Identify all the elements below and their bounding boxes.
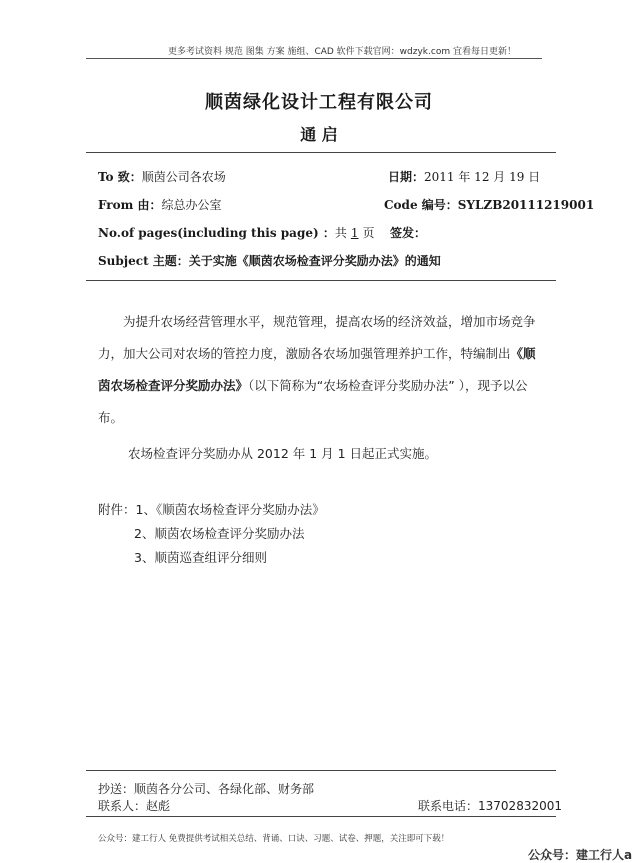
- pages-field: [98, 224, 375, 241]
- footer-divider-bottom: [86, 816, 556, 817]
- sign-label: 签发：: [390, 226, 427, 240]
- code-label: Code 编号：: [384, 198, 458, 212]
- pages-suffix: 页: [362, 226, 375, 240]
- company-name: 顺茵绿化设计工程有限公司: [205, 92, 433, 113]
- to-value: 顺茵公司各农场: [141, 170, 226, 184]
- cc-label: 抄送：: [98, 782, 135, 796]
- pages-label: No.of pages(including this page) ：: [98, 226, 335, 240]
- meta-divider: [86, 280, 556, 281]
- code-field: [384, 196, 594, 213]
- phone-label: 联系电话：: [418, 799, 479, 813]
- header-note: 更多考试资料 规范 图集 方案 施组、CAD 软件下载官网：wdzyk.com 宜看每日更新！: [168, 47, 516, 57]
- date-value: 2011 年 12 月 19 日: [424, 170, 541, 184]
- body-paragraph-2: 农场检查评分奖励办从 2012 年 1 月 1 日起正式实施。: [128, 446, 438, 461]
- bottom-note: 公众号：建工行人 免费提供考试相关总结、背诵、口诀、习题、试卷、押题，关注即可下载！: [98, 834, 450, 844]
- attachment-item: 3、顺茵巡查组评分细则: [134, 550, 267, 565]
- date-field: [388, 168, 540, 185]
- code-value: SYLZB20111219001: [457, 198, 595, 212]
- subject-value: 关于实施《顺茵农场检查评分奖励办法》的通知: [188, 254, 441, 268]
- contact-value: 赵彪: [146, 799, 171, 813]
- contact-field: [98, 797, 170, 814]
- footer-divider-top: [86, 770, 556, 771]
- header-divider: [86, 58, 542, 59]
- title-divider: [86, 152, 556, 153]
- cc-value: 顺茵各分公司、各绿化部、财务部: [134, 782, 315, 796]
- p1-title: 《顺茵农场检查评分奖励办法》: [98, 346, 536, 393]
- subject-field: [98, 252, 441, 269]
- attachments-label: 附件：: [98, 502, 136, 517]
- to-label: To 致：: [98, 170, 142, 184]
- attachment-item: 2、顺茵农场检查评分奖励办法: [134, 526, 305, 541]
- document-type: 通 启: [300, 125, 338, 144]
- attachment-row-1: [98, 500, 325, 518]
- pages-count: 1: [350, 226, 359, 240]
- from-field: [98, 196, 222, 213]
- phone-value: 13702832001: [478, 799, 562, 813]
- to-field: [98, 168, 226, 185]
- cc-field: [98, 780, 314, 797]
- p1-intro: 为提升农场经营管理水平，规范管理，提高农场的经济效益，增加市场竞争力，加大公司对农场的管控力度，激励各农场加强管理养护工作，特编制出: [98, 314, 536, 361]
- from-label: From 由：: [98, 198, 162, 212]
- pages-prefix: 共: [334, 226, 347, 240]
- watermark: 公众号：建工行人a: [528, 848, 633, 862]
- subject-label: Subject 主题：: [98, 254, 189, 268]
- contact-label: 联系人：: [98, 799, 147, 813]
- p1-outro: （以下简称为“农场检查评分奖励办法” ），现予以公布。: [98, 378, 528, 425]
- body-paragraph-1: [98, 306, 548, 434]
- from-value: 综总办公室: [161, 198, 222, 212]
- phone-field: [418, 797, 562, 814]
- attachment-item: 1、《顺茵农场检查评分奖励办法》: [135, 502, 325, 517]
- date-label: 日期：: [388, 170, 425, 184]
